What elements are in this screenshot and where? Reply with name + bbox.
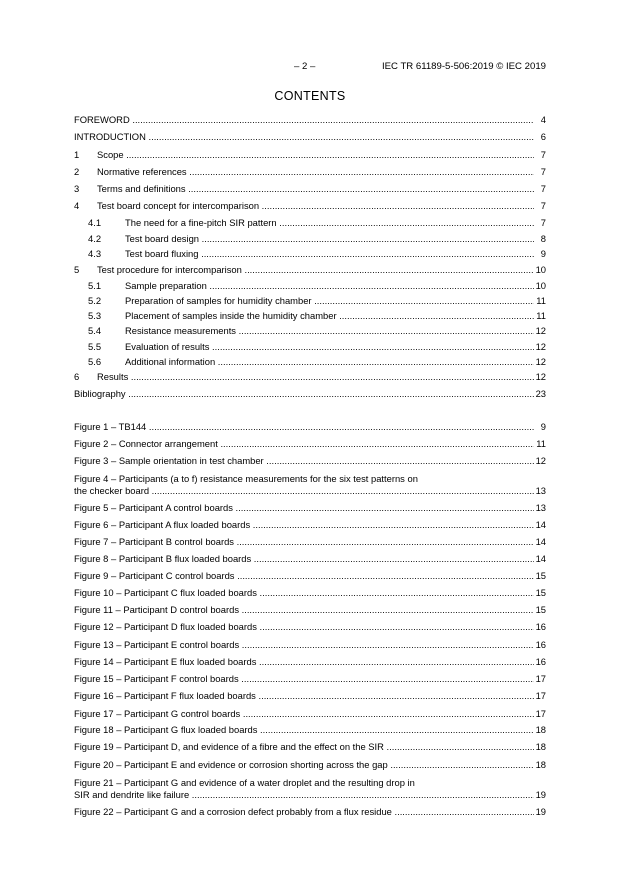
toc-section-title: Sample preparation bbox=[125, 280, 207, 291]
toc-figure-title: Figure 10 – Participant C flux loaded boards bbox=[74, 587, 257, 598]
toc-section-number: 4.1 bbox=[88, 217, 102, 228]
toc-section-entry[interactable] bbox=[74, 325, 546, 337]
toc-section-title: Test board fluxing bbox=[125, 248, 199, 259]
toc-figure-entry[interactable] bbox=[74, 639, 546, 651]
toc-figure-title: Figure 7 – Participant B control boards bbox=[74, 536, 234, 547]
toc-figure-entry[interactable] bbox=[74, 455, 546, 467]
toc-section-entry[interactable] bbox=[74, 356, 546, 368]
toc-page-number: 7 bbox=[540, 183, 546, 194]
toc-page-number: 16 bbox=[535, 639, 546, 650]
toc-section-number: 5.5 bbox=[88, 341, 102, 352]
toc-section-number: 5.1 bbox=[88, 280, 102, 291]
toc-figure-entry[interactable] bbox=[74, 502, 546, 514]
toc-figure-title: Figure 18 – Participant G flux loaded boards bbox=[74, 724, 258, 735]
toc-section-title: Evaluation of results bbox=[125, 341, 210, 352]
toc-section-title: Test procedure for intercomparison bbox=[97, 264, 242, 275]
toc-figure-title: the checker board bbox=[74, 485, 150, 496]
toc-figure-title: Figure 17 – Participant G control boards bbox=[74, 708, 241, 719]
toc-page-number: 23 bbox=[535, 388, 546, 399]
toc-page-number: 9 bbox=[540, 248, 546, 259]
toc-page-number: 19 bbox=[535, 789, 546, 800]
toc-page-number: 15 bbox=[535, 604, 546, 615]
toc-page-number: 13 bbox=[535, 502, 546, 513]
toc-page-number: 16 bbox=[535, 656, 546, 667]
toc-figure-title: Figure 11 – Participant D control boards bbox=[74, 604, 240, 615]
toc-section-title: Normative references bbox=[97, 166, 187, 177]
toc-figure-title-line: Figure 21 – Participant G and evidence of a water droplet and the resulting drop in bbox=[74, 777, 415, 788]
toc-page-number: 12 bbox=[535, 371, 546, 382]
toc-section-title: Test board concept for intercomparison bbox=[97, 200, 260, 211]
toc-page-number: 12 bbox=[535, 341, 546, 352]
toc-section-title: FOREWORD bbox=[74, 114, 130, 125]
page-title: CONTENTS bbox=[274, 89, 346, 103]
toc-page-number: 19 bbox=[535, 806, 546, 817]
toc-figure-title: Figure 3 – Sample orientation in test chamber bbox=[74, 455, 264, 466]
toc-page-number: 17 bbox=[535, 708, 546, 719]
page-number: – 2 – bbox=[294, 61, 316, 72]
toc-section-entry[interactable] bbox=[74, 264, 546, 276]
toc-figure-title: Figure 19 – Participant D, and evidence of a fibre and the effect on the SIR bbox=[74, 741, 384, 752]
toc-figure-entry[interactable] bbox=[74, 759, 546, 771]
toc-figure-title: Figure 16 – Participant F flux loaded boards bbox=[74, 690, 256, 701]
toc-section-title: Test board design bbox=[125, 233, 200, 244]
toc-page-number: 15 bbox=[535, 587, 546, 598]
toc-figure-title: Figure 14 – Participant E flux loaded boards bbox=[74, 656, 257, 667]
toc-section-title: Results bbox=[97, 371, 129, 382]
toc-figure-entry[interactable] bbox=[74, 777, 546, 801]
toc-section-number: 6 bbox=[74, 371, 80, 382]
toc-section-title: Preparation of samples for humidity chamber bbox=[125, 295, 312, 306]
toc-page-number: 17 bbox=[535, 690, 546, 701]
toc-figure-entry[interactable] bbox=[74, 741, 546, 753]
toc-figure-entry[interactable] bbox=[74, 421, 546, 433]
toc-section-number: 4 bbox=[74, 200, 80, 211]
toc-figure-entry[interactable] bbox=[74, 656, 546, 668]
toc-figure-entry[interactable] bbox=[74, 438, 546, 450]
toc-figure-entry[interactable] bbox=[74, 519, 546, 531]
toc-section-entry[interactable] bbox=[74, 280, 546, 292]
toc-page-number: 14 bbox=[535, 553, 546, 564]
toc-section-number: 3 bbox=[74, 183, 80, 194]
toc-section-entry[interactable] bbox=[74, 310, 546, 322]
toc-figure-title: Figure 2 – Connector arrangement bbox=[74, 438, 218, 449]
toc-figure-title-line: Figure 4 – Participants (a to f) resistance measurements for the six test patterns on bbox=[74, 473, 418, 484]
toc-figure-title: SIR and dendrite like failure bbox=[74, 789, 190, 800]
toc-figure-entry[interactable] bbox=[74, 621, 546, 633]
toc-section-number: 5.2 bbox=[88, 295, 102, 306]
toc-page-number: 7 bbox=[540, 217, 546, 228]
page-header bbox=[74, 60, 546, 74]
toc-page-number: 18 bbox=[535, 759, 546, 770]
toc-page-number: 11 bbox=[536, 310, 546, 321]
toc-figure-entry[interactable] bbox=[74, 604, 546, 616]
toc-page-number: 7 bbox=[540, 149, 546, 160]
toc-section-number: 5 bbox=[74, 264, 80, 275]
toc-page-number: 11 bbox=[536, 438, 546, 449]
toc-section-entry[interactable] bbox=[74, 200, 546, 212]
toc-section-entry[interactable] bbox=[74, 217, 546, 229]
toc-section-title: INTRODUCTION bbox=[74, 131, 146, 142]
toc-section-title: Placement of samples inside the humidity chamber bbox=[125, 310, 337, 321]
toc-page-number: 7 bbox=[540, 166, 546, 177]
toc-section-number: 4.2 bbox=[88, 233, 102, 244]
toc-figure-title: Figure 1 – TB144 bbox=[74, 421, 147, 432]
toc-page-number: 12 bbox=[535, 455, 546, 466]
toc-figure-entry[interactable] bbox=[74, 473, 546, 497]
toc-figure-entry[interactable] bbox=[74, 553, 546, 565]
toc-section-title: Additional information bbox=[125, 356, 216, 367]
toc-page-number: 14 bbox=[535, 519, 546, 530]
toc-page-number: 11 bbox=[536, 295, 546, 306]
toc-page-number: 10 bbox=[535, 280, 546, 291]
toc-section-entry[interactable] bbox=[74, 388, 546, 400]
toc-section-number: 4.3 bbox=[88, 248, 102, 259]
toc-page-number: 7 bbox=[540, 200, 546, 211]
toc-section-entry[interactable] bbox=[74, 295, 546, 307]
toc-figure-entry[interactable] bbox=[74, 708, 546, 720]
toc-section-title: Scope bbox=[97, 149, 124, 160]
toc-section-number: 1 bbox=[74, 149, 80, 160]
toc-figure-title: Figure 13 – Participant E control boards bbox=[74, 639, 240, 650]
toc-section-entry[interactable] bbox=[74, 233, 546, 245]
toc-figure-title: Figure 22 – Participant G and a corrosion defect probably from a flux residue bbox=[74, 806, 392, 817]
toc-page-number: 10 bbox=[535, 264, 546, 275]
toc-section-number: 2 bbox=[74, 166, 80, 177]
toc-section-title: The need for a fine-pitch SIR pattern bbox=[125, 217, 277, 228]
toc-figure-title: Figure 6 – Participant A flux loaded boards bbox=[74, 519, 251, 530]
toc-figure-entry[interactable] bbox=[74, 570, 546, 582]
toc-figure-entry[interactable] bbox=[74, 673, 546, 685]
toc-section-entry[interactable] bbox=[74, 131, 546, 143]
toc-page-number: 9 bbox=[540, 421, 546, 432]
toc-figure-entry[interactable] bbox=[74, 690, 546, 702]
toc-section-number: 5.4 bbox=[88, 325, 102, 336]
toc-page-number: 14 bbox=[535, 536, 546, 547]
toc-page-number: 18 bbox=[535, 724, 546, 735]
toc-figure-entry[interactable] bbox=[74, 587, 546, 599]
toc-page-number: 12 bbox=[535, 356, 546, 367]
toc-figure-title: Figure 9 – Participant C control boards bbox=[74, 570, 235, 581]
toc-figure-title: Figure 8 – Participant B flux loaded boards bbox=[74, 553, 252, 564]
toc-figure-entry[interactable] bbox=[74, 536, 546, 548]
toc-section-entry[interactable] bbox=[74, 371, 546, 383]
toc-page-number: 18 bbox=[535, 741, 546, 752]
toc-page-number: 6 bbox=[540, 131, 546, 142]
toc-section-title: Terms and definitions bbox=[97, 183, 186, 194]
toc-section-entry[interactable] bbox=[74, 114, 546, 126]
toc-page-number: 8 bbox=[540, 233, 546, 244]
toc-section-number: 5.6 bbox=[88, 356, 102, 367]
toc-section-title: Bibliography bbox=[74, 388, 126, 399]
toc-page-number: 4 bbox=[540, 114, 546, 125]
toc-figure-title: Figure 12 – Participant D flux loaded boards bbox=[74, 621, 257, 632]
toc-page-number: 17 bbox=[535, 673, 546, 684]
toc-page-number: 16 bbox=[535, 621, 546, 632]
toc-figure-entry[interactable] bbox=[74, 724, 546, 736]
document-reference: IEC TR 61189-5-506:2019 © IEC 2019 bbox=[381, 61, 546, 72]
toc-section-entry[interactable] bbox=[74, 341, 546, 353]
toc-figure-entry[interactable] bbox=[74, 806, 546, 818]
toc-section-number: 5.3 bbox=[88, 310, 102, 321]
toc-section-title: Resistance measurements bbox=[125, 325, 236, 336]
toc-page-number: 13 bbox=[535, 485, 546, 496]
toc-figure-title: Figure 15 – Participant F control boards bbox=[74, 673, 239, 684]
toc-section-entry[interactable] bbox=[74, 149, 546, 161]
toc-figure-title: Figure 20 – Participant E and evidence or corrosion shorting across the gap bbox=[74, 759, 388, 770]
toc-section-entry[interactable] bbox=[74, 248, 546, 260]
toc-page-number: 15 bbox=[535, 570, 546, 581]
toc-section-entry[interactable] bbox=[74, 183, 546, 195]
toc-section-entry[interactable] bbox=[74, 166, 546, 178]
toc-page-number: 12 bbox=[535, 325, 546, 336]
toc-figure-title: Figure 5 – Participant A control boards bbox=[74, 502, 233, 513]
